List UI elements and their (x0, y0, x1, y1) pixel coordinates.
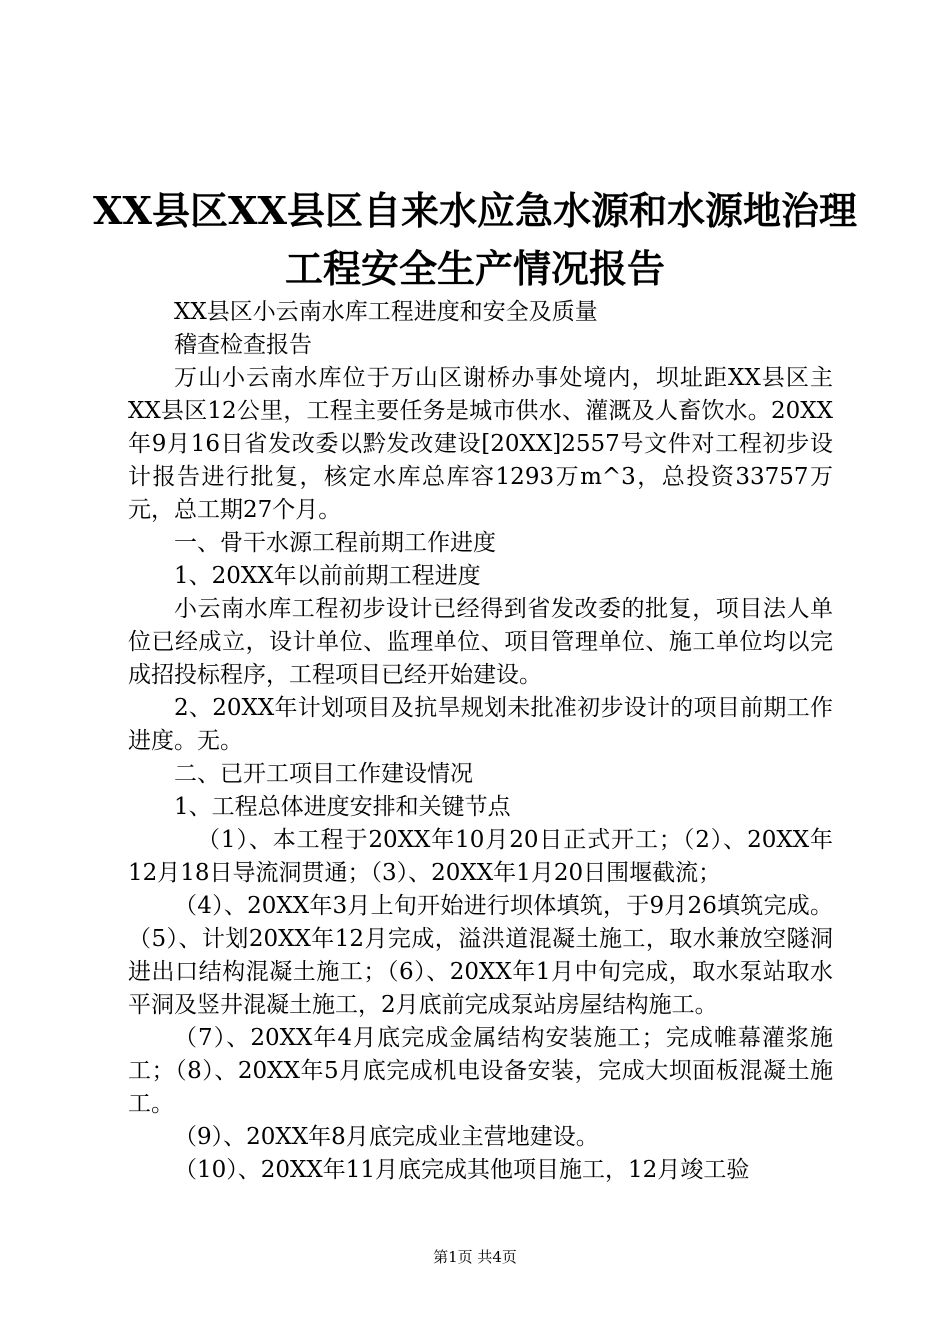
document-title-line-2: 工程安全生产情况报告 (284, 246, 665, 291)
paragraph: （1）、本工程于20XX年10月20日正式开工；（2）、20XX年12月18日导流洞贯通；（3）、20XX年1月20日围堰截流； (128, 827, 833, 886)
paragraph: 一、骨干水源工程前期工作进度 (174, 530, 496, 556)
page-footer: 第1页 共4页 (433, 1248, 517, 1266)
paragraph: XX县区小云南水库工程进度和安全及质量 (174, 299, 598, 325)
paragraph: 1、工程总体进度安排和关键节点 (174, 794, 511, 820)
paragraph: 2、20XX年计划项目及抗旱规划未批准初步设计的项目前期工作进度。无。 (128, 695, 833, 754)
paragraph: （4）、20XX年3月上旬开始进行坝体填筑，于9月26填筑完成。（5）、计划20XX年12月完成，溢洪道混凝土施工，取水兼放空隧洞进出口结构混凝土施工；（6）、20XX年1月中旬完成，取水泵站取水平洞及竖井混凝土施工，2月底前完成泵站房屋结构施工。 (128, 893, 833, 1018)
paragraph: （10）、20XX年11月底完成其他项目施工，12月竣工验 (174, 1157, 750, 1183)
paragraph: 1、20XX年以前前期工程进度 (174, 563, 481, 589)
paragraph: （9）、20XX年8月底完成业主营地建设。 (174, 1124, 599, 1150)
paragraph: 稽查检查报告 (174, 332, 312, 358)
document-title-line-1: XX县区XX县区自来水应急水源和水源地治理 (93, 188, 857, 233)
paragraph: 万山小云南水库位于万山区谢桥办事处境内，坝址距XX县区主XX县区12公里，工程主要任务是城市供水、灌溉及人畜饮水。20XX年9月16日省发改委以黔发改建设[20XX]2557号文件对工程初步设计报告进行批复，核定水库总库容1293万m^3，总投资33757万元，总工期27个月。 (128, 365, 833, 523)
paragraph: （7）、20XX年4月底完成金属结构安装施工；完成帷幕灌浆施工；（8）、20XX年5月底完成机电设备安装，完成大坝面板混凝土施工。 (128, 1025, 833, 1117)
paragraph: 小云南水库工程初步设计已经得到省发改委的批复，项目法人单位已经成立，设计单位、监理单位、项目管理单位、施工单位均以完成招投标程序，工程项目已经开始建设。 (128, 596, 833, 688)
paragraph: 二、已开工项目工作建设情况 (174, 761, 473, 787)
document-body (128, 296, 833, 1187)
